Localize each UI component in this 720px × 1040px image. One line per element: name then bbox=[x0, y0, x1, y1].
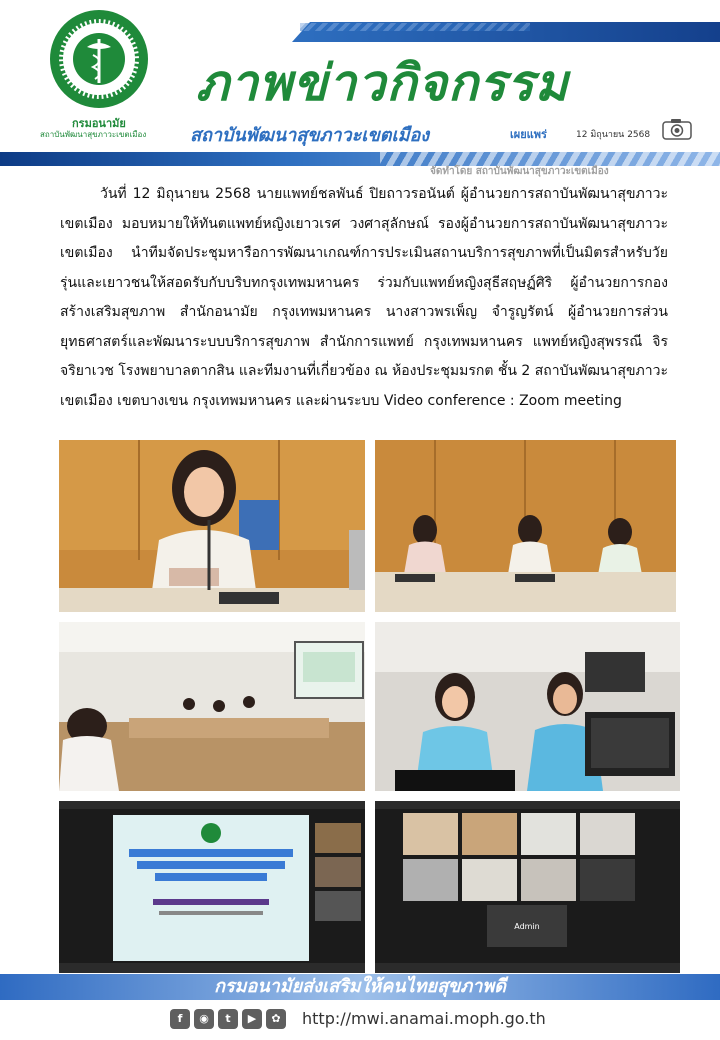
photo-speaker-closeup bbox=[59, 440, 365, 612]
department-name: กรมอนามัย bbox=[72, 117, 126, 130]
photo-computer-operators bbox=[375, 622, 680, 791]
article-body bbox=[60, 180, 668, 416]
social-links bbox=[170, 1009, 286, 1029]
article-paragraph: วันที่ 12 มิถุนายน 2568 นายแพทย์ชลพันธ์ ปิยถาวรอนันต์ ผู้อำนวยการสถาบันพัฒนาสุขภาวะเขตเมือง มอบหมายให้ทันตแพทย์หญิงเยาวเรศ วงศาสุลักษณ์ รองผู้อำนวยการสถาบันพัฒนาสุขภาวะเขตเมือง นำทีมจัดประชุมหารือการพัฒนาเกณฑ์การประเมินสถานบริการสุขภาพที่เป็นมิตรสำหรับวัยรุ่นและเยาวชนให้สอดรับกับบริบทกรุงเทพมหานคร ร่วมกับแพทย์หญิงสุธีสฤษฏ์ศิริ ผู้อำนวยการกองสร้างเสริมสุขภาพ สำนักอนามัย กรุงเทพมหานคร นางสาวพรเพ็ญ จำรูญรัตน์ ผู้อำนวยการส่วนยุทธศาสตร์และพัฒนาระบบบริการสุขภาพ สำนักการแพทย์ กรุงเทพมหานคร แพทย์หญิงสุพรรณี จิรจริยาเวช โรงพยาบาลตากสิน และทีมงานที่เกี่ยวข้อง ณ ห้องประชุมมรกต ชั้น 2 สถาบันพัฒนาสุขภาวะเขตเมือง เขตบางเขน กรุงเทพมหานคร และผ่านระบบ Video conference : Zoom meeting bbox=[60, 186, 668, 409]
page-title: ภาพข่าวกิจกรรม bbox=[196, 54, 569, 112]
publish-label: เผยแพร่ bbox=[510, 128, 547, 141]
photo-zoom-screenshare bbox=[59, 801, 365, 973]
photo-meeting-room bbox=[59, 622, 365, 791]
website-link[interactable]: http://mwi.anamai.moph.go.th bbox=[302, 1009, 546, 1028]
twitter-icon[interactable]: t bbox=[218, 1009, 238, 1029]
zoom-name-label: Admin bbox=[514, 922, 540, 931]
facebook-icon[interactable]: f bbox=[170, 1009, 190, 1029]
instagram-icon[interactable]: ✿ bbox=[266, 1009, 286, 1029]
line-icon[interactable]: ◉ bbox=[194, 1009, 214, 1029]
department-subname: สถาบันพัฒนาสุขภาวะเขตเมือง bbox=[40, 130, 147, 139]
byline: จัดทำโดย สถาบันพัฒนาสุขภาวะเขตเมือง bbox=[430, 166, 609, 177]
camera-icon bbox=[662, 118, 692, 140]
publish-date: 12 มิถุนายน 2568 bbox=[576, 130, 651, 140]
page-subtitle: สถาบันพัฒนาสุขภาวะเขตเมือง bbox=[190, 125, 430, 146]
photo-three-participants bbox=[375, 440, 676, 612]
photo-zoom-gallery bbox=[375, 801, 680, 973]
header-accent-stripes bbox=[300, 23, 530, 31]
ministry-logo bbox=[50, 10, 148, 108]
youtube-icon[interactable]: ▶ bbox=[242, 1009, 262, 1029]
footer-slogan: กรมอนามัยส่งเสริมให้คนไทยสุขภาพดี bbox=[214, 976, 506, 997]
